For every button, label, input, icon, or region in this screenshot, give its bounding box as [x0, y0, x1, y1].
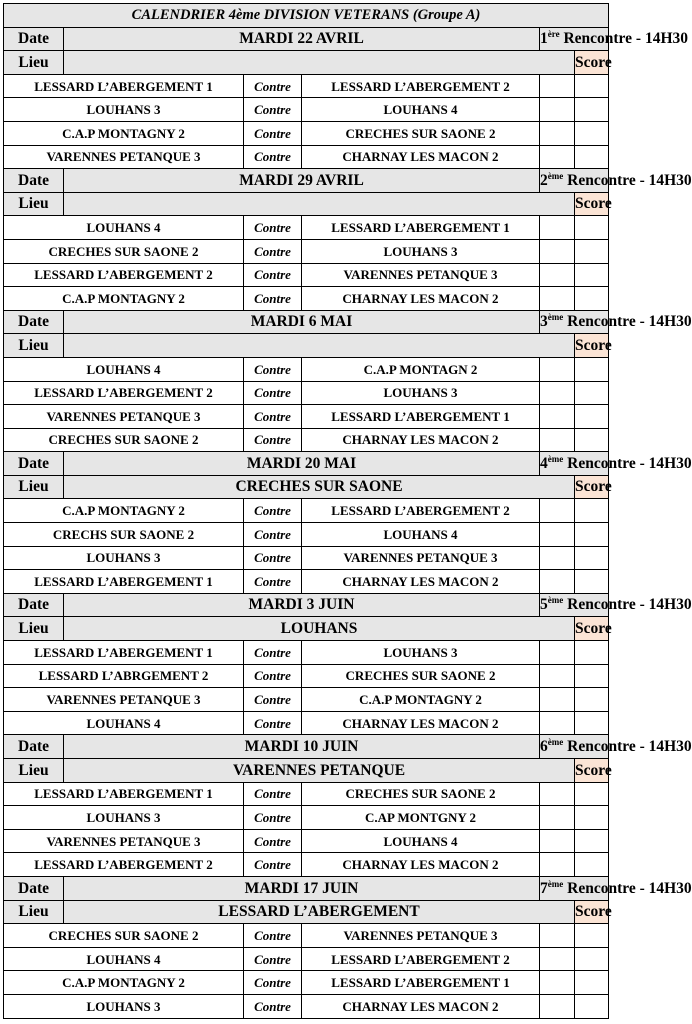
round-date: MARDI 10 JUIN: [64, 735, 540, 759]
round-date: MARDI 29 AVRIL: [64, 169, 540, 193]
contre-label: Contre: [244, 98, 302, 122]
match-row: [4, 523, 609, 547]
home-score-cell[interactable]: [540, 829, 575, 853]
away-team: LOUHANS 3: [302, 381, 540, 405]
away-team: C.A.P MONTAGNY 2: [302, 688, 540, 712]
away-team: CRECHES SUR SAONE 2: [302, 782, 540, 806]
round-rencontre: [540, 452, 692, 476]
title-row: [4, 4, 609, 28]
home-score-cell[interactable]: [540, 239, 575, 263]
home-team: LOUHANS 3: [4, 546, 244, 570]
home-score-cell[interactable]: [540, 546, 575, 570]
away-score-cell[interactable]: [575, 546, 609, 570]
date-label: Date: [4, 876, 64, 900]
home-score-cell[interactable]: [540, 688, 575, 712]
calendar-title: CALENDRIER 4ème DIVISION VETERANS (Groupe A): [4, 4, 609, 28]
match-row: [4, 829, 609, 853]
round-rencontre-text: Rencontre - 14H30: [563, 879, 692, 897]
home-score-cell[interactable]: [540, 806, 575, 830]
home-score-cell[interactable]: [540, 947, 575, 971]
home-score-cell[interactable]: [540, 664, 575, 688]
contre-label: Contre: [244, 782, 302, 806]
round-rencontre-text: Rencontre - 14H30: [563, 737, 692, 755]
round-rencontre: [540, 169, 692, 193]
contre-label: Contre: [244, 381, 302, 405]
round-date: MARDI 22 AVRIL: [64, 27, 540, 51]
round-number: 3: [540, 313, 548, 331]
round-number-suffix: ème: [547, 736, 564, 747]
date-label: Date: [4, 593, 64, 617]
round-number: 4: [540, 454, 548, 472]
contre-label: Contre: [244, 546, 302, 570]
round-date: MARDI 3 JUIN: [64, 593, 540, 617]
away-team: VARENNES PETANQUE 3: [302, 263, 540, 287]
match-row: [4, 263, 609, 287]
lieu-label: Lieu: [4, 51, 64, 75]
away-team: CHARNAY LES MACON 2: [302, 570, 540, 594]
away-team: CHARNAY LES MACON 2: [302, 994, 540, 1018]
away-team: VARENNES PETANQUE 3: [302, 924, 540, 948]
score-label: Score: [575, 617, 609, 641]
contre-label: Contre: [244, 641, 302, 665]
away-score-cell[interactable]: [575, 947, 609, 971]
away-score-cell[interactable]: [575, 239, 609, 263]
round-lieu: [64, 334, 575, 358]
away-score-cell[interactable]: [575, 782, 609, 806]
contre-label: Contre: [244, 239, 302, 263]
match-row: [4, 947, 609, 971]
home-score-cell[interactable]: [540, 570, 575, 594]
home-score-cell[interactable]: [540, 994, 575, 1018]
away-score-cell[interactable]: [575, 145, 609, 169]
home-score-cell[interactable]: [540, 853, 575, 877]
away-team: LESSARD L’ABERGEMENT 2: [302, 499, 540, 523]
round-date-row: [4, 876, 609, 900]
contre-label: Contre: [244, 994, 302, 1018]
away-score-cell[interactable]: [575, 499, 609, 523]
score-label: Score: [575, 475, 609, 499]
lieu-label: Lieu: [4, 192, 64, 216]
round-number-suffix: ème: [547, 595, 564, 606]
round-lieu: CRECHES SUR SAONE: [64, 475, 575, 499]
round-rencontre: [540, 310, 692, 334]
round-lieu: VARENNES PETANQUE: [64, 759, 575, 783]
away-team: LESSARD L’ABERGEMENT 1: [302, 405, 540, 429]
match-row: [4, 971, 609, 995]
round-number-suffix: ème: [547, 312, 564, 323]
match-row: [4, 499, 609, 523]
round-rencontre-text: Rencontre - 14H30: [559, 30, 689, 48]
contre-label: Contre: [244, 711, 302, 735]
lieu-label: Lieu: [4, 900, 64, 924]
contre-label: Contre: [244, 664, 302, 688]
round-lieu: LESSARD L’ABERGEMENT: [64, 900, 575, 924]
match-row: [4, 357, 609, 381]
match-row: [4, 853, 609, 877]
match-row: [4, 546, 609, 570]
date-label: Date: [4, 27, 64, 51]
home-score-cell[interactable]: [540, 971, 575, 995]
round-number: 5: [540, 596, 548, 614]
score-label: Score: [575, 51, 609, 75]
contre-label: Contre: [244, 947, 302, 971]
away-team: LESSARD L’ABERGEMENT 2: [302, 74, 540, 98]
match-row: [4, 806, 609, 830]
contre-label: Contre: [244, 499, 302, 523]
round-date-row: [4, 452, 609, 476]
home-team: LESSARD L’ABERGEMENT 2: [4, 853, 244, 877]
home-team: LESSARD L’ABERGEMENT 1: [4, 782, 244, 806]
match-row: [4, 641, 609, 665]
away-team: LOUHANS 4: [302, 829, 540, 853]
round-date-row: [4, 593, 609, 617]
home-team: C.A.P MONTAGNY 2: [4, 971, 244, 995]
home-score-cell[interactable]: [540, 924, 575, 948]
away-score-cell[interactable]: [575, 806, 609, 830]
home-team: CRECHS SUR SAONE 2: [4, 523, 244, 547]
away-team: CHARNAY LES MACON 2: [302, 428, 540, 452]
round-rencontre: [540, 593, 692, 617]
home-score-cell[interactable]: [540, 121, 575, 145]
away-team: LOUHANS 4: [302, 98, 540, 122]
home-team: LOUHANS 3: [4, 98, 244, 122]
home-team: LESSARD L’ABERGEMENT 1: [4, 570, 244, 594]
away-score-cell[interactable]: [575, 405, 609, 429]
match-row: [4, 381, 609, 405]
home-team: VARENNES PETANQUE 3: [4, 405, 244, 429]
home-score-cell[interactable]: [540, 263, 575, 287]
home-team: VARENNES PETANQUE 3: [4, 145, 244, 169]
round-date: MARDI 6 MAI: [64, 310, 540, 334]
home-score-cell[interactable]: [540, 711, 575, 735]
home-team: CRECHES SUR SAONE 2: [4, 239, 244, 263]
home-score-cell[interactable]: [540, 98, 575, 122]
match-row: [4, 924, 609, 948]
match-row: [4, 711, 609, 735]
home-team: VARENNES PETANQUE 3: [4, 829, 244, 853]
home-score-cell[interactable]: [540, 74, 575, 98]
contre-label: Contre: [244, 688, 302, 712]
round-lieu-row: [4, 900, 609, 924]
match-row: [4, 405, 609, 429]
contre-label: Contre: [244, 405, 302, 429]
away-score-cell[interactable]: [575, 570, 609, 594]
away-score-cell[interactable]: [575, 994, 609, 1018]
away-team: CHARNAY LES MACON 2: [302, 287, 540, 311]
round-date: MARDI 17 JUIN: [64, 876, 540, 900]
score-label: Score: [575, 334, 609, 358]
home-team: LESSARD L’ABERGEMENT 2: [4, 381, 244, 405]
contre-label: Contre: [244, 263, 302, 287]
match-row: [4, 664, 609, 688]
home-team: CRECHES SUR SAONE 2: [4, 428, 244, 452]
away-team: LESSARD L’ABERGEMENT 2: [302, 947, 540, 971]
date-label: Date: [4, 169, 64, 193]
contre-label: Contre: [244, 971, 302, 995]
away-score-cell[interactable]: [575, 428, 609, 452]
contre-label: Contre: [244, 523, 302, 547]
contre-label: Contre: [244, 570, 302, 594]
lieu-label: Lieu: [4, 759, 64, 783]
away-score-cell[interactable]: [575, 688, 609, 712]
round-number-suffix: ème: [547, 453, 564, 464]
round-date-row: [4, 310, 609, 334]
round-number-suffix: ème: [547, 878, 564, 889]
away-team: CHARNAY LES MACON 2: [302, 711, 540, 735]
round-rencontre: [540, 27, 689, 51]
away-score-cell[interactable]: [575, 287, 609, 311]
away-team: CHARNAY LES MACON 2: [302, 145, 540, 169]
away-team: LOUHANS 3: [302, 641, 540, 665]
round-lieu: [64, 51, 575, 75]
home-team: LOUHANS 4: [4, 357, 244, 381]
round-rencontre-text: Rencontre - 14H30: [563, 596, 692, 614]
match-row: [4, 145, 609, 169]
contre-label: Contre: [244, 121, 302, 145]
round-number-suffix: ème: [547, 170, 564, 181]
round-lieu-row: [4, 334, 609, 358]
home-team: LOUHANS 3: [4, 806, 244, 830]
contre-label: Contre: [244, 428, 302, 452]
round-lieu: LOUHANS: [64, 617, 575, 641]
round-rencontre-text: Rencontre - 14H30: [563, 171, 692, 189]
away-team: LESSARD L’ABERGEMENT 1: [302, 971, 540, 995]
home-team: LESSARD L’ABRGEMENT 2: [4, 664, 244, 688]
match-row: [4, 570, 609, 594]
lieu-label: Lieu: [4, 475, 64, 499]
match-row: [4, 994, 609, 1018]
match-row: [4, 688, 609, 712]
away-score-cell[interactable]: [575, 523, 609, 547]
round-date-row: [4, 169, 609, 193]
home-team: LOUHANS 4: [4, 216, 244, 240]
score-label: Score: [575, 900, 609, 924]
round-date-row: [4, 735, 609, 759]
home-score-cell[interactable]: [540, 216, 575, 240]
away-team: CHARNAY LES MACON 2: [302, 853, 540, 877]
away-score-cell[interactable]: [575, 216, 609, 240]
home-team: C.A.P MONTAGNY 2: [4, 121, 244, 145]
away-score-cell[interactable]: [575, 74, 609, 98]
round-rencontre: [540, 735, 692, 759]
score-label: Score: [575, 192, 609, 216]
date-label: Date: [4, 735, 64, 759]
away-score-cell[interactable]: [575, 853, 609, 877]
contre-label: Contre: [244, 145, 302, 169]
round-number: 2: [540, 171, 548, 189]
home-score-cell[interactable]: [540, 523, 575, 547]
lieu-label: Lieu: [4, 617, 64, 641]
home-team: LOUHANS 4: [4, 711, 244, 735]
match-row: [4, 782, 609, 806]
match-row: [4, 121, 609, 145]
contre-label: Contre: [244, 74, 302, 98]
match-row: [4, 216, 609, 240]
home-score-cell[interactable]: [540, 381, 575, 405]
contre-label: Contre: [244, 216, 302, 240]
away-team: LOUHANS 3: [302, 239, 540, 263]
contre-label: Contre: [244, 357, 302, 381]
away-score-cell[interactable]: [575, 381, 609, 405]
round-rencontre-text: Rencontre - 14H30: [563, 454, 692, 472]
home-score-cell[interactable]: [540, 405, 575, 429]
date-label: Date: [4, 452, 64, 476]
home-score-cell[interactable]: [540, 641, 575, 665]
away-score-cell[interactable]: [575, 971, 609, 995]
away-score-cell[interactable]: [575, 711, 609, 735]
away-score-cell[interactable]: [575, 664, 609, 688]
away-team: C.A.P MONTAGN 2: [302, 357, 540, 381]
home-team: LOUHANS 3: [4, 994, 244, 1018]
contre-label: Contre: [244, 829, 302, 853]
round-number: 6: [540, 737, 548, 755]
away-team: CRECHES SUR SAONE 2: [302, 664, 540, 688]
home-team: C.A.P MONTAGNY 2: [4, 287, 244, 311]
match-row: [4, 74, 609, 98]
away-team: LESSARD L’ABERGEMENT 1: [302, 216, 540, 240]
home-score-cell[interactable]: [540, 782, 575, 806]
home-score-cell[interactable]: [540, 357, 575, 381]
away-score-cell[interactable]: [575, 924, 609, 948]
date-label: Date: [4, 310, 64, 334]
match-row: [4, 287, 609, 311]
round-date-row: [4, 27, 609, 51]
round-lieu: [64, 192, 575, 216]
round-number: 1: [540, 30, 548, 48]
away-score-cell[interactable]: [575, 121, 609, 145]
home-team: C.A.P MONTAGNY 2: [4, 499, 244, 523]
away-score-cell[interactable]: [575, 263, 609, 287]
calendar-table: [3, 3, 692, 1019]
home-score-cell[interactable]: [540, 499, 575, 523]
match-row: [4, 98, 609, 122]
round-rencontre-text: Rencontre - 14H30: [563, 313, 692, 331]
contre-label: Contre: [244, 853, 302, 877]
contre-label: Contre: [244, 924, 302, 948]
round-lieu-row: [4, 475, 609, 499]
round-date: MARDI 20 MAI: [64, 452, 540, 476]
away-score-cell[interactable]: [575, 829, 609, 853]
home-team: LESSARD L’ABERGEMENT 1: [4, 641, 244, 665]
away-team: CRECHES SUR SAONE 2: [302, 121, 540, 145]
home-team: LESSARD L’ABERGEMENT 2: [4, 263, 244, 287]
away-score-cell[interactable]: [575, 98, 609, 122]
away-team: VARENNES PETANQUE 3: [302, 546, 540, 570]
round-number-suffix: ère: [547, 28, 560, 39]
round-lieu-row: [4, 51, 609, 75]
score-label: Score: [575, 759, 609, 783]
home-score-cell[interactable]: [540, 145, 575, 169]
home-team: LESSARD L’ABERGEMENT 1: [4, 74, 244, 98]
lieu-label: Lieu: [4, 334, 64, 358]
away-score-cell[interactable]: [575, 357, 609, 381]
home-team: VARENNES PETANQUE 3: [4, 688, 244, 712]
match-row: [4, 239, 609, 263]
home-score-cell[interactable]: [540, 428, 575, 452]
contre-label: Contre: [244, 287, 302, 311]
round-lieu-row: [4, 759, 609, 783]
away-score-cell[interactable]: [575, 641, 609, 665]
home-team: LOUHANS 4: [4, 947, 244, 971]
round-lieu-row: [4, 192, 609, 216]
contre-label: Contre: [244, 806, 302, 830]
round-number: 7: [540, 879, 548, 897]
round-lieu-row: [4, 617, 609, 641]
match-row: [4, 428, 609, 452]
round-rencontre: [540, 876, 692, 900]
away-team: C.AP MONTGNY 2: [302, 806, 540, 830]
home-score-cell[interactable]: [540, 287, 575, 311]
away-team: LOUHANS 4: [302, 523, 540, 547]
home-team: CRECHES SUR SAONE 2: [4, 924, 244, 948]
